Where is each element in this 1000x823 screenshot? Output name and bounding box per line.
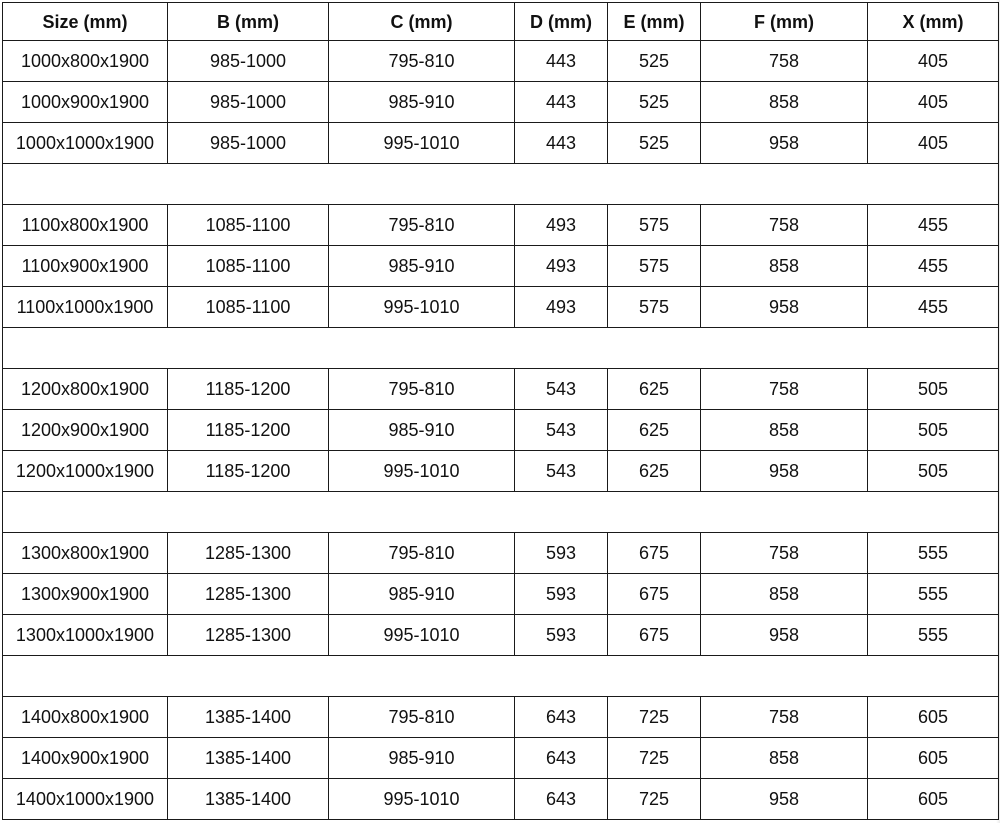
- cell-f: 858: [701, 246, 868, 287]
- cell-x: 555: [868, 533, 999, 574]
- cell-x: 455: [868, 287, 999, 328]
- cell-x: 455: [868, 205, 999, 246]
- spacer-cell: [3, 328, 999, 369]
- cell-x: 405: [868, 82, 999, 123]
- cell-d: 443: [515, 123, 608, 164]
- table-row: [3, 779, 999, 820]
- table-row: [3, 697, 999, 738]
- table-row: [3, 246, 999, 287]
- cell-b: 1385-1400: [168, 738, 329, 779]
- column-header-c: C (mm): [329, 3, 515, 41]
- table-row: [3, 533, 999, 574]
- cell-c: 795-810: [329, 205, 515, 246]
- table-row: [3, 410, 999, 451]
- column-header-b: B (mm): [168, 3, 329, 41]
- table-row: [3, 574, 999, 615]
- cell-b: 1085-1100: [168, 287, 329, 328]
- cell-c: 795-810: [329, 41, 515, 82]
- cell-d: 493: [515, 205, 608, 246]
- cell-c: 995-1010: [329, 615, 515, 656]
- cell-f: 858: [701, 574, 868, 615]
- cell-x: 555: [868, 615, 999, 656]
- cell-f: 758: [701, 205, 868, 246]
- cell-c: 795-810: [329, 369, 515, 410]
- cell-size: 1400x1000x1900: [3, 779, 168, 820]
- cell-c: 795-810: [329, 697, 515, 738]
- cell-d: 593: [515, 615, 608, 656]
- cell-c: 985-910: [329, 82, 515, 123]
- cell-e: 525: [608, 82, 701, 123]
- edge-shadow: [996, 0, 1000, 823]
- cell-d: 543: [515, 410, 608, 451]
- cell-b: 1185-1200: [168, 369, 329, 410]
- table-row: [3, 451, 999, 492]
- table-row: [3, 615, 999, 656]
- spacer-cell: [3, 656, 999, 697]
- cell-c: 985-910: [329, 410, 515, 451]
- cell-b: 1085-1100: [168, 205, 329, 246]
- cell-e: 625: [608, 451, 701, 492]
- cell-f: 758: [701, 41, 868, 82]
- cell-b: 1185-1200: [168, 451, 329, 492]
- cell-d: 593: [515, 533, 608, 574]
- cell-f: 858: [701, 738, 868, 779]
- cell-e: 675: [608, 533, 701, 574]
- cell-f: 758: [701, 533, 868, 574]
- cell-size: 1200x900x1900: [3, 410, 168, 451]
- cell-d: 593: [515, 574, 608, 615]
- cell-e: 725: [608, 738, 701, 779]
- cell-size: 1000x1000x1900: [3, 123, 168, 164]
- cell-c: 995-1010: [329, 123, 515, 164]
- cell-b: 1185-1200: [168, 410, 329, 451]
- cell-d: 643: [515, 779, 608, 820]
- dimensions-table: [2, 2, 999, 820]
- cell-size: 1300x900x1900: [3, 574, 168, 615]
- cell-e: 525: [608, 123, 701, 164]
- cell-e: 625: [608, 410, 701, 451]
- cell-size: 1400x900x1900: [3, 738, 168, 779]
- group-spacer-row: [3, 656, 999, 697]
- cell-b: 985-1000: [168, 41, 329, 82]
- cell-f: 758: [701, 369, 868, 410]
- cell-d: 543: [515, 451, 608, 492]
- column-header-x: X (mm): [868, 3, 999, 41]
- cell-c: 995-1010: [329, 287, 515, 328]
- cell-x: 605: [868, 697, 999, 738]
- cell-f: 958: [701, 779, 868, 820]
- column-header-f: F (mm): [701, 3, 868, 41]
- cell-e: 575: [608, 205, 701, 246]
- cell-f: 858: [701, 410, 868, 451]
- cell-x: 405: [868, 123, 999, 164]
- cell-size: 1100x800x1900: [3, 205, 168, 246]
- cell-c: 795-810: [329, 533, 515, 574]
- table-row: [3, 287, 999, 328]
- cell-x: 505: [868, 369, 999, 410]
- cell-f: 758: [701, 697, 868, 738]
- cell-e: 725: [608, 697, 701, 738]
- cell-e: 625: [608, 369, 701, 410]
- group-spacer-row: [3, 164, 999, 205]
- cell-e: 525: [608, 41, 701, 82]
- column-header-size: Size (mm): [3, 3, 168, 41]
- cell-size: 1200x800x1900: [3, 369, 168, 410]
- cell-d: 443: [515, 41, 608, 82]
- cell-f: 958: [701, 287, 868, 328]
- cell-d: 493: [515, 246, 608, 287]
- table-row: [3, 205, 999, 246]
- cell-e: 575: [608, 287, 701, 328]
- cell-b: 985-1000: [168, 123, 329, 164]
- cell-b: 1385-1400: [168, 697, 329, 738]
- cell-c: 995-1010: [329, 779, 515, 820]
- cell-size: 1000x800x1900: [3, 41, 168, 82]
- cell-d: 443: [515, 82, 608, 123]
- cell-f: 958: [701, 615, 868, 656]
- group-spacer-row: [3, 492, 999, 533]
- cell-e: 675: [608, 615, 701, 656]
- table-row: [3, 738, 999, 779]
- spacer-cell: [3, 492, 999, 533]
- cell-x: 505: [868, 410, 999, 451]
- cell-e: 575: [608, 246, 701, 287]
- cell-f: 958: [701, 451, 868, 492]
- column-header-d: D (mm): [515, 3, 608, 41]
- table-row: [3, 82, 999, 123]
- cell-size: 1300x800x1900: [3, 533, 168, 574]
- cell-size: 1000x900x1900: [3, 82, 168, 123]
- cell-d: 493: [515, 287, 608, 328]
- group-spacer-row: [3, 328, 999, 369]
- cell-c: 985-910: [329, 246, 515, 287]
- cell-f: 858: [701, 82, 868, 123]
- cell-size: 1200x1000x1900: [3, 451, 168, 492]
- column-header-e: E (mm): [608, 3, 701, 41]
- header-row: [3, 3, 999, 41]
- cell-b: 1285-1300: [168, 574, 329, 615]
- cell-b: 1285-1300: [168, 533, 329, 574]
- cell-f: 958: [701, 123, 868, 164]
- cell-b: 985-1000: [168, 82, 329, 123]
- cell-c: 995-1010: [329, 451, 515, 492]
- cell-c: 985-910: [329, 738, 515, 779]
- table-row: [3, 369, 999, 410]
- cell-e: 675: [608, 574, 701, 615]
- table-row: [3, 41, 999, 82]
- cell-x: 405: [868, 41, 999, 82]
- table-row: [3, 123, 999, 164]
- cell-x: 605: [868, 738, 999, 779]
- cell-size: 1100x900x1900: [3, 246, 168, 287]
- cell-e: 725: [608, 779, 701, 820]
- cell-b: 1085-1100: [168, 246, 329, 287]
- cell-x: 555: [868, 574, 999, 615]
- cell-d: 643: [515, 738, 608, 779]
- cell-x: 605: [868, 779, 999, 820]
- cell-c: 985-910: [329, 574, 515, 615]
- cell-size: 1100x1000x1900: [3, 287, 168, 328]
- cell-size: 1400x800x1900: [3, 697, 168, 738]
- cell-size: 1300x1000x1900: [3, 615, 168, 656]
- table-body: [3, 41, 999, 820]
- cell-d: 643: [515, 697, 608, 738]
- cell-b: 1285-1300: [168, 615, 329, 656]
- cell-b: 1385-1400: [168, 779, 329, 820]
- cell-d: 543: [515, 369, 608, 410]
- cell-x: 455: [868, 246, 999, 287]
- cell-x: 505: [868, 451, 999, 492]
- spacer-cell: [3, 164, 999, 205]
